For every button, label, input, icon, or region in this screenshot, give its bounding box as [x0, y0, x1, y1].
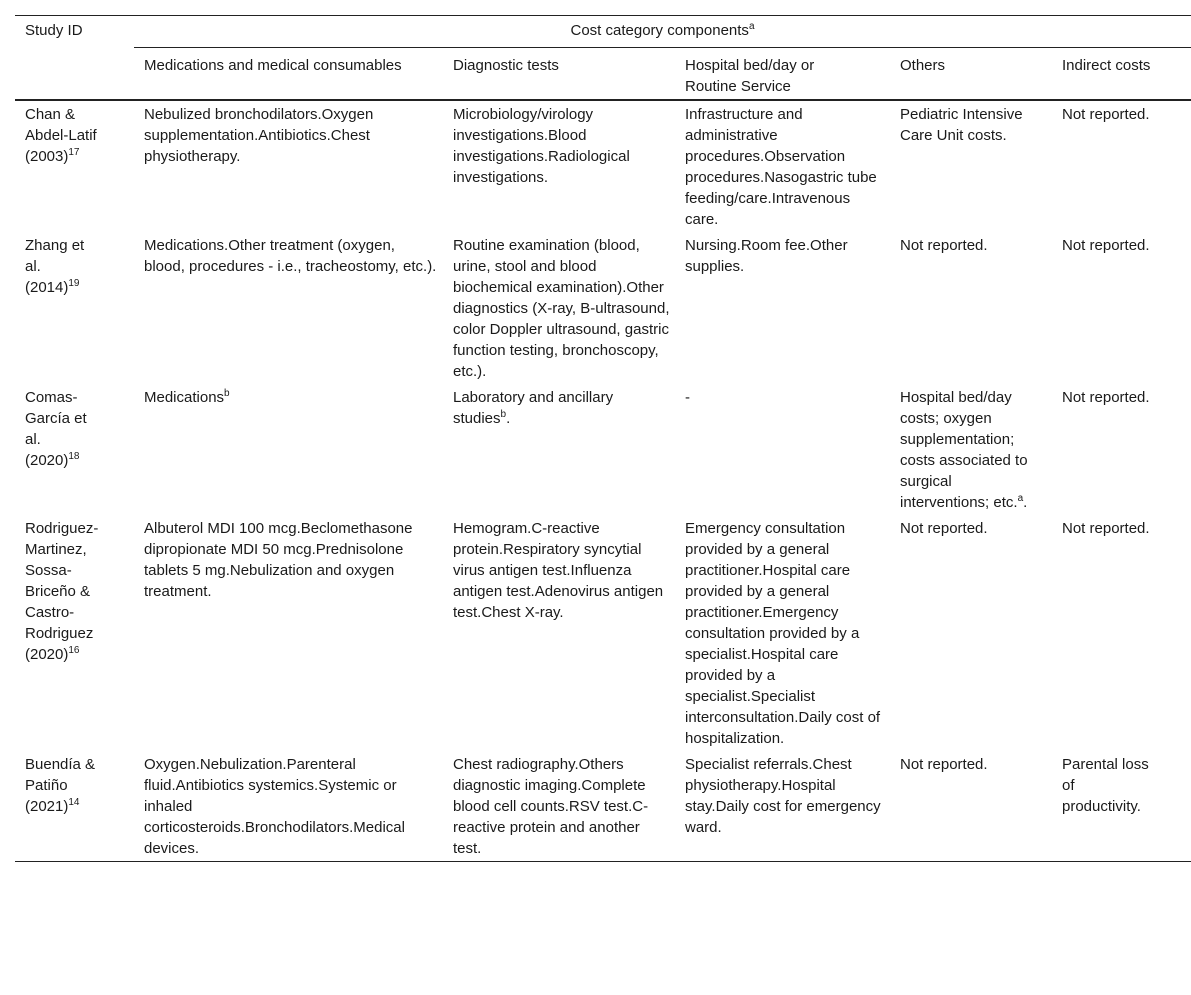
study-id-text: Chan & Abdel-Latif (2003) — [25, 106, 97, 165]
others-text: Not reported. — [900, 237, 988, 254]
cell-others — [900, 384, 1062, 515]
hospital-text: - — [685, 389, 690, 406]
others-text: Hospital bed/day costs; oxygen supplementation; costs associated to surgical interventions; etc. — [900, 389, 1028, 511]
diagnostics-tail: . — [506, 410, 511, 427]
diagnostics-text: Hemogram.C-reactive protein.Respiratory syncytial virus antigen test.Influenza antigen test.Adenovirus antigen test.Chest X-ray. — [453, 520, 664, 621]
cell-medications — [134, 100, 453, 232]
header-medications-label: Medications and medical consumables — [144, 57, 402, 74]
cell-diagnostics — [453, 384, 685, 515]
table-row — [15, 384, 1191, 515]
cell-study-id — [15, 100, 134, 232]
cell-hospital — [685, 384, 900, 515]
cell-diagnostics — [453, 100, 685, 232]
header-indirect-label: Indirect costs — [1062, 57, 1151, 74]
medications-text: Nebulized bronchodilators.Oxygen supplementation.Antibiotics.Chest physiotherapy. — [144, 106, 374, 165]
cell-hospital — [685, 751, 900, 862]
cell-hospital — [685, 232, 900, 384]
footnote-marker: a — [748, 21, 755, 32]
cell-diagnostics — [453, 751, 685, 862]
header-study-id — [15, 16, 134, 101]
cell-study-id — [15, 384, 134, 515]
cell-others — [900, 100, 1062, 232]
reference-number: 19 — [68, 278, 80, 289]
cell-study-id — [15, 515, 134, 751]
hospital-text: Emergency consultation provided by a general practitioner.Hospital care provided by a general practitioner.Emergency consultation provided by a specialist.Hospital care provided by a specialist.Specialist interconsultation.Daily cost of hospitalization. — [685, 520, 881, 747]
others-text: Pediatric Intensive Care Unit costs. — [900, 106, 1023, 144]
header-medications — [134, 48, 453, 101]
cell-medications — [134, 232, 453, 384]
cell-diagnostics — [453, 232, 685, 384]
others-text: Not reported. — [900, 756, 988, 773]
cell-hospital — [685, 100, 900, 232]
cell-others — [900, 515, 1062, 751]
footnote-marker: b — [224, 388, 230, 399]
indirect-text: Not reported. — [1062, 389, 1150, 406]
header-hospital-label: Hospital bed/day or Routine Service — [685, 57, 815, 95]
table-row — [15, 515, 1191, 751]
table-body — [15, 100, 1191, 862]
cell-medications — [134, 515, 453, 751]
cell-study-id — [15, 232, 134, 384]
header-cost-category — [134, 16, 1191, 48]
cell-indirect — [1062, 232, 1191, 384]
hospital-text: Specialist referrals.Chest physiotherapy.Hospital stay.Daily cost for emergency ward. — [685, 756, 881, 836]
cell-medications — [134, 751, 453, 862]
study-id-text: Rodriguez- Martinez, Sossa- Briceño & Castro- Rodriguez (2020) — [25, 520, 99, 663]
indirect-text: Not reported. — [1062, 520, 1150, 537]
medications-text: Oxygen.Nebulization.Parenteral fluid.Antibiotics systemics.Systemic or inhaled corticosteroids.Bronchodilators.Medical devices. — [144, 756, 405, 857]
header-others — [900, 48, 1062, 101]
diagnostics-text: Microbiology/virology investigations.Blood investigations.Radiological investigations. — [453, 106, 630, 186]
table-row — [15, 751, 1191, 862]
cell-medications — [134, 384, 453, 515]
indirect-text: Parental loss of productivity. — [1062, 756, 1149, 815]
medications-text: Medications.Other treatment (oxygen, blood, procedures - i.e., tracheostomy, etc.). — [144, 237, 437, 275]
cell-others — [900, 751, 1062, 862]
cost-components-table — [15, 15, 1191, 862]
header-cost-category-label: Cost category components — [570, 22, 749, 39]
diagnostics-text: Routine examination (blood, urine, stool and blood biochemical examination).Other diagnostics (X-ray, B-ultrasound, color Doppler ultrasound, gastric function testing, bronchoscopy, etc.). — [453, 237, 670, 380]
cell-indirect — [1062, 384, 1191, 515]
footnote-marker: a — [1017, 493, 1024, 504]
header-hospital — [685, 48, 900, 101]
cell-study-id — [15, 751, 134, 862]
diagnostics-text: Chest radiography.Others diagnostic imaging.Complete blood cell counts.RSV test.C-reactive protein and another test. — [453, 756, 649, 857]
cell-diagnostics — [453, 515, 685, 751]
cell-hospital — [685, 515, 900, 751]
medications-text: Medications — [144, 389, 225, 406]
indirect-text: Not reported. — [1062, 106, 1150, 123]
diagnostics-text: Laboratory and ancillary studies — [453, 389, 614, 427]
indirect-text: Not reported. — [1062, 237, 1150, 254]
header-others-label: Others — [900, 57, 946, 74]
medications-text: Albuterol MDI 100 mcg.Beclomethasone dipropionate MDI 50 mcg.Prednisolone tablets 5 mg.Nebulization and oxygen treatment. — [144, 520, 413, 600]
header-indirect — [1062, 48, 1191, 101]
cell-indirect — [1062, 100, 1191, 232]
cell-indirect — [1062, 751, 1191, 862]
header-study-id-label: Study ID — [25, 22, 83, 39]
reference-number: 16 — [68, 645, 80, 656]
others-tail: . — [1023, 494, 1028, 511]
reference-number: 14 — [68, 797, 80, 808]
hospital-text: Infrastructure and administrative procedures.Observation procedures.Nasogastric tube feeding/care.Intravenous care. — [685, 106, 877, 228]
header-row-top — [15, 16, 1191, 48]
cost-components-table-wrapper — [15, 15, 1191, 862]
header-diagnostics-label: Diagnostic tests — [453, 57, 559, 74]
reference-number: 17 — [68, 147, 80, 158]
header-diagnostics — [453, 48, 685, 101]
cell-others — [900, 232, 1062, 384]
header-row-columns — [15, 48, 1191, 101]
cell-indirect — [1062, 515, 1191, 751]
footnote-marker: b — [500, 409, 507, 420]
reference-number: 18 — [68, 451, 80, 462]
others-text: Not reported. — [900, 520, 988, 537]
study-id-text: Zhang et al. (2014) — [25, 237, 85, 296]
study-id-text: Comas- García et al. (2020) — [25, 389, 87, 469]
table-row — [15, 232, 1191, 384]
hospital-text: Nursing.Room fee.Other supplies. — [685, 237, 848, 275]
table-row — [15, 100, 1191, 232]
study-id-text: Buendía & Patiño (2021) — [25, 756, 96, 815]
